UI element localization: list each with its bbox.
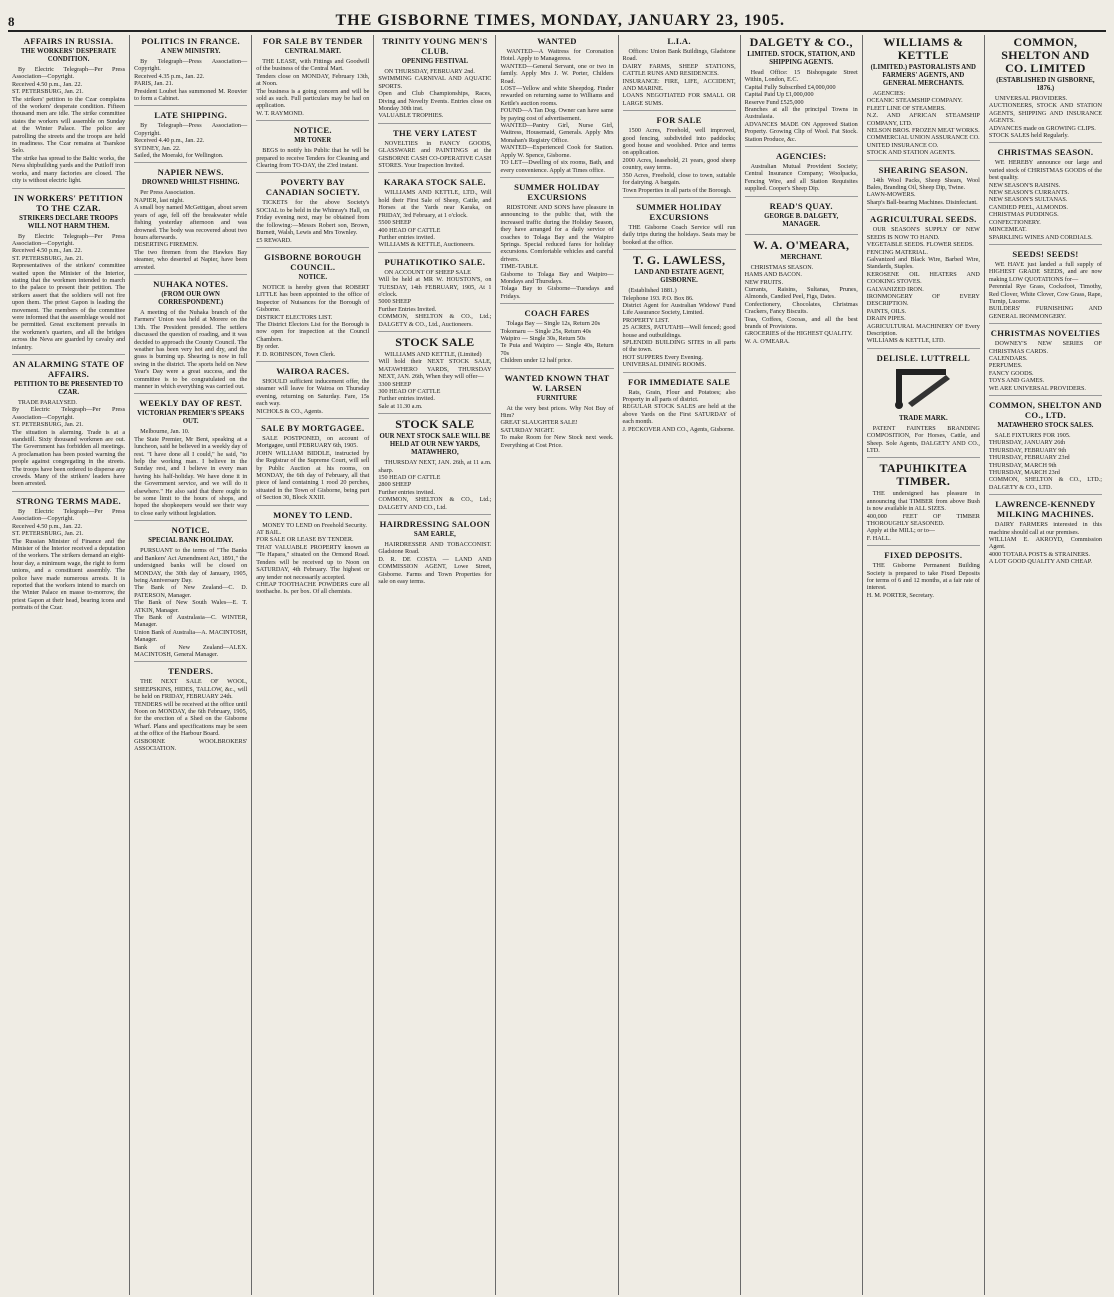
article-body: 1500 Acres, Freehold, well improved, good fencing, subdivided into paddocks; good house and woolshed. Price and terms on application. 2000 Acres, leasehold, 21 years, good sheep country, easy terms. 350 Acres, Freehold, close to town, suitable for dairying. A bargain. Town Properties in all parts of the Borough.: [622, 127, 736, 194]
article-body: TRADE PARALYSED. By Electric Telegraph—Per Press Association—Copyright. ST. PETERSBURG, Jan. 21. The situation is alarming. Trade is at a standstill. Sixty thousand workmen are out. The Government has forbidden all meetings. A proclamation has been posted warning the people against congregating in the streets. The troops have been ordered to disperse any crowds. Many of the strikers' leaders have been arrested.: [12, 399, 126, 488]
article-heading: AGENCIES:: [775, 151, 827, 162]
article-block: [134, 279, 247, 394]
article-body: THURSDAY NEXT, JAN. 26th, at 11 a.m. sharp. 150 HEAD OF CATTLE 2800 SHEEP Further entries invited. COMMON, SHELTON & CO., Ltd.; DALGETY AND CO., Ltd.: [378, 459, 492, 511]
article-heading: GISBORNE BOROUGH COUNCIL.: [264, 251, 362, 272]
article-body: RIDSTONE AND SONS have pleasure in announcing to the public that, with the increased traffic during the Holiday Season, they have arranged for a daily service of coaches to Tolaga Bay and the Waipiro Springs. Special reduced fares for holiday excursions. Comfortable vehicles and careful drivers. TIME-TABLE. Gisborne to Tolaga Bay and Waipiro—Mondays and Thursdays. Tolaga Bay to Gisborne—Tuesdays and Fridays.: [500, 203, 614, 300]
article-heading: PUHATIKOTIKO SALE.: [384, 256, 486, 267]
article-block: [134, 36, 247, 106]
article-heading: WANTED: [537, 36, 577, 46]
article-block: [745, 239, 858, 348]
article-body: WANTED—A Waitress for Coronation Hotel. Apply to Manageress. WANTED—General Servant, one or two in family. Apply Mrs J. W. Porter, Childers Road. LOST—Yellow and white Sheepdog. Finder rewarded on returning same to Williams and Kettle's auction rooms. FOUND—A Tan Dog. Owner can have same by paying cost of advertisement. WANTED—Pantry Girl, Nurse Girl, Waitress, Housemaid, Generals. Apply Mrs Monahan's Registry Office. WANTED—Experienced Cook for Station. Apply W. Spence, Gisborne. TO LET—Dwelling of six rooms, Bath, and every convenience. Apply at Times office.: [500, 48, 614, 174]
column-2: [130, 35, 252, 1295]
columns-container: [8, 35, 1106, 1295]
article-heading: READ'S QUAY.: [769, 200, 833, 211]
article-heading: HAIRDRESSING SALOON: [379, 519, 491, 530]
article-body: WE HAVE just landed a full supply of HIGHEST GRADE SEEDS, and are now making LOW QUOTATIONS for— Perennial Rye Grass, Cocksfoot, Timothy, Red Clover, White Clover, Cow Grass, Rape, Turnip, Lucerne. BUILDERS' FURNISHING AND GENERAL IRONMONGERY.: [988, 260, 1102, 320]
article-heading: KARAKA STOCK SALE.: [383, 177, 486, 188]
article-body: PATENT FAINTERS BRANDING COMPOSITION, For Horses, Cattle, and Sheep. Sole Agents, DALGETY AND CO., LTD.: [866, 424, 980, 454]
article-body: BEGS to notify his Public that he will be prepared to receive Tenders for Cleaning and Clearing from TO-DAY, the 23rd instant.: [256, 147, 370, 170]
article-block: [256, 36, 369, 121]
article-block: [256, 510, 369, 599]
article-heading: SUMMER HOLIDAY EXCURSIONS: [514, 181, 600, 202]
article-body: TICKETS for the above Society's SOCIAL to be held in the Whinray's Hall, on Friday evening next, may be obtained from the following:—Messrs Robert son, Brown, Burnett, Walsh, Lewis and Mrs Townley. £5 REWARD.: [256, 199, 370, 244]
article-heading: LATE SHIPPING.: [154, 110, 228, 121]
column-7: [741, 35, 863, 1295]
article-heading: WEEKLY DAY OF REST.: [139, 398, 243, 409]
article-subheading: SAM EARLE,: [413, 531, 456, 539]
article-body: By Electric Telegraph—Per Press Association—Copyright. Received 4.50 p.m., Jan. 22. ST. PETERSBURG, Jan. 21. The Russian Minister of Finance and the Minister of the Interior received a deputation of the workers. The strikers demand an eight-hour day, a minimum wage, the right to form unions, and a constituent assembly. The police have made numerous arrests. It is reported that the workers intend to march on the Winter Palace en masse to-morrow, the priest Gapon at their head, bearing icons and portraits of the Czar.: [12, 507, 126, 612]
article-body: THE Gisborne Permanent Building Society is prepared to take Fixed Deposits for terms of 6 and 12 months, at a fair rate of interest. H. M. PORTER, Secretary.: [866, 562, 980, 599]
article-block: [12, 359, 125, 492]
article-block: [623, 377, 736, 436]
article-block: [500, 36, 613, 178]
article-heading: COMMON, SHELTON AND CO., LTD.: [988, 400, 1102, 420]
article-body: THE undersigned has pleasure in announcing that TIMBER from above Bush is now available in ALL SIZES. 400,000 FEET OF TIMBER THOROUGHLY SEASONED. Apply at the MILL; or to— F. HALL.: [866, 490, 980, 542]
article-subheading: STRIKERS DECLARE TROOPS WILL NOT HARM THEM.: [19, 214, 118, 230]
article-block: [256, 423, 369, 506]
article-body: WILLIAMS AND KETTLE, (Limited) Will hold their NEXT STOCK SALE, MATAWHERO YARDS, THURSDAY NEXT, JAN. 26th, When they will offer— 3300 SHEEP 300 HEAD OF CATTLE Further entries invited. Sale at 11.30 a.m.: [378, 350, 492, 410]
article-heading: TENDERS.: [168, 666, 214, 677]
article-subheading: MR TONER: [294, 137, 332, 145]
article-subheading: (ESTABLISHED IN GISBORNE, 1876.): [996, 77, 1095, 92]
article-block: [989, 400, 1102, 495]
article-block: [134, 110, 247, 163]
article-subheading: FURNITURE: [536, 394, 578, 402]
article-block: [989, 249, 1102, 324]
article-body: 14th Wool Packs, Sheep Shears, Wool Bales, Branding Oil, Sheep Dip, Twine. LAWN-MOWERS. Sharp's Ball-bearing Machines. Disinfectant.: [866, 176, 980, 206]
article-block: [623, 202, 736, 250]
article-heading: TAPUHIKITEA TIMBER.: [879, 461, 968, 489]
article-heading: CHRISTMAS NOVELTIES: [990, 328, 1101, 339]
article-body: HAIRDRESSER AND TOBACCONIST. Gladstone Road. D. R. DE COSTA — LAND AND COMMISSION AGENT, Lowe Street, Gisborne. Farms and Town Properties for sale on easy terms.: [378, 541, 492, 586]
article-block: [500, 373, 613, 452]
article-body: By Telegraph—Press Association—Copyright. Received 4.35 p.m., Jan. 22. PARIS, Jan. 21. President Loubet has summoned M. Rouvier to form a Cabinet.: [134, 58, 248, 103]
article-heading: NAPIER NEWS.: [157, 167, 224, 178]
article-body: A meeting of the Nuhaka branch of the Farmers' Union was held at Morere on the 13th. The President presided. The settlers discussed the question of roading, and it was decided to approach the County Council. The weather has been very hot and dry, and the grass is burning up. Shearing is now in full swing in the district. The sports held on New Year's Day were a great success, and the committee is to be congratulated on the manner in which everything was carried out.: [134, 308, 248, 390]
article-heading: NOTICE.: [293, 125, 332, 136]
article-subheading: OPENING FESTIVAL: [401, 58, 469, 65]
column-6: [619, 35, 741, 1295]
article-subheading: MATAWHERO STOCK SALES.: [997, 422, 1094, 429]
article-subheading: LIMITED. STOCK, STATION, AND SHIPPING AGENTS.: [747, 51, 856, 66]
column-8: [863, 35, 985, 1295]
article-body: By Telegraph—Press Association—Copyright. Received 4.40 p.m., Jan. 22. SYDNEY, Jan. 22. Sailed, the Moeraki, for Wellington.: [134, 122, 248, 160]
article-block: [256, 366, 369, 419]
column-5: [496, 35, 618, 1295]
article-body: Head Office: 15 Bishopsgate Street Within, London, E.C. Capital Fully Subscribed £4,000,000 Capital Paid Up £1,000,000 Reserve Fund £525,000 Branches at all the principal Towns in Australasia. ADVANCES MADE ON Approved Station Property. Growing Clip of Wool. Fat Stock. Station Produce, &c.: [744, 69, 858, 143]
article-block: [867, 462, 980, 546]
article-heading: FOR IMMEDIATE SALE: [628, 376, 731, 387]
article-body: THE Gisborne Coach Service will run daily trips during the holidays. Seats may be booked at the office.: [622, 223, 736, 246]
article-block: [745, 201, 858, 235]
article-block: [378, 128, 491, 174]
article-heading: COMMON, SHELTON AND CO. LIMITED: [1001, 35, 1090, 75]
article-heading: STOCK SALE: [395, 417, 475, 432]
masthead: [8, 4, 1106, 32]
trade-mark-logo: [867, 365, 980, 411]
article-block: [378, 519, 491, 588]
article-block: [378, 36, 491, 124]
article-body: Per Press Association. NAPIER, last night. A small boy named McGettigan, about seven years of age, fell off the breakwater while fishing yesterday afternoon and was drowned. The body was recovered about two hours afterwards. DESERTING FIREMEN. The two firemen from the Hawkes Bay steamer, who deserted at Napier, have been arrested.: [134, 189, 248, 271]
article-body: DOWNEY'S NEW SERIES OF CHRISTMAS CARDS. CALENDARS. PERFUMES. FANCY GOODS. TOYS AND GAMES. WE ARE UNIVERSAL PROVIDERS.: [988, 340, 1102, 392]
article-body: MONEY TO LEND on Freehold Security. AT BAIL. FOR SALE OR LEASE BY TENDER. THAT VALUABLE PROPERTY known as "Te Hapara," situated on the Ormond Road. Tenders will be received up to Noon on SATURDAY, 4th February. The highest or any tender not necessarily accepted. CHEAP TOOTHACHE POWDERS cure all toothache. Is. per box. Of all chemists.: [256, 521, 370, 596]
article-heading: POVERTY BAY CANADIAN SOCIETY.: [265, 177, 360, 198]
article-subheading: OUR NEXT STOCK SALE WILL BE HELD AT OUR NEW YARDS, MATAWHERO,: [379, 433, 491, 457]
article-body: Offices: Union Bank Buildings, Gladstone Road. DAIRY FARMS, SHEEP STATIONS, CATTLE RUNS AND RESIDENCES. INSURANCE: FIRE, LIFE, ACCIDENT, AND MARINE. LOANS NEGOTIATED FOR SMALL OR LARGE SUMS.: [622, 48, 736, 107]
article-subheading: PETITION TO BE PRESENTED TO CZAR.: [14, 381, 124, 396]
article-heading: AN ALARMING STATE OF AFFAIRS.: [12, 359, 125, 379]
article-subheading: GEORGE B. DALGETY, MANAGER.: [764, 212, 839, 228]
article-block: [989, 499, 1102, 568]
article-heading: DELISLE. LUTTRELL: [876, 352, 971, 363]
article-subheading: MERCHANT.: [780, 253, 823, 261]
article-body: At the very best prices. Why Not Buy of Him? GREAT SLAUGHTER SALE! SATURDAY NIGHT. To make Room for New Stock next week. Everything at Cost Price.: [500, 404, 614, 449]
article-heading: L.I.A.: [667, 36, 691, 46]
article-block: [378, 418, 491, 515]
article-body: WILLIAMS AND KETTLE, LTD., Will hold their First Sale of Sheep, Cattle, and Horses at the Yards near Karaka, on FRIDAY, 3rd February, at 1 o'clock. 5500 SHEEP 400 HEAD OF CATTLE Further entries invited. WILLIAMS & KETTLE, Auctioneers.: [378, 189, 492, 249]
article-block: [134, 525, 247, 662]
article-body: Tolaga Bay — Single 12s, Return 20s Tokomaru — Single 25s, Return 40s Waipiro — Single 30s, Return 50s Te Puia and Waipiro — Single 40s, Return 70s Children under 12 half price.: [500, 320, 614, 365]
article-block: [867, 165, 980, 211]
article-subheading: VICTORIAN PREMIER'S SPEAKS OUT.: [137, 410, 245, 426]
column-9: [985, 35, 1106, 1295]
article-body: NOTICE is hereby given that ROBERT LITTLE has been appointed to the office of Inspector of Nuisances for the Borough of Gisborne. DISTRICT ELECTORS LIST. The District Electors List for the Borough is now open for inspection at the Council Chambers. By order. F. D. ROBINSON, Town Clerk.: [256, 283, 370, 358]
article-heading: TRINITY YOUNG MEN'S CLUB.: [382, 36, 488, 56]
article-body: PURSUANT to the terms of "The Banks and Bankers' Act Amendment Act, 1891," the undersigned banks will be closed on MONDAY, the 30th day of January, 1905, being Anniversary Day. The Bank of New Zealand—C. D. PATERSON, Manager. The Bank of New South Wales—E. T. ATKIN, Manager. The Bank of Australasia—C. WINTER, Manager. Union Bank of Australia—A. MACINTOSH, Manager. Bank of New Zealand—ALEX. MACINTOSH, General Manager.: [134, 547, 248, 658]
article-block: [500, 182, 613, 304]
article-subheading: TRADE MARK.: [898, 414, 948, 422]
newspaper-title: THE GISBORNE TIMES, MONDAY, JANUARY 23, 1905.: [335, 12, 786, 29]
article-body: ON THURSDAY, FEBRUARY 2nd. SWIMMING CARNIVAL AND AQUATIC SPORTS. Open and Club Championships, Races, Diving and Novelty Events. Entries close on Monday 30th inst. VALUABLE TROPHIES.: [378, 68, 492, 120]
column-3: [252, 35, 374, 1295]
article-heading: FIXED DEPOSITS.: [884, 550, 963, 561]
article-subheading: (FROM OUR OWN CORRESPONDENT.): [158, 290, 224, 306]
article-block: [256, 252, 369, 362]
article-heading: IN WORKERS' PETITION TO THE CZAR.: [14, 192, 124, 213]
article-heading: FOR SALE: [656, 115, 702, 126]
article-block: [134, 666, 247, 755]
article-heading: CHRISTMAS SEASON.: [997, 147, 1094, 158]
article-body: SALE POSTPONED, on account of Mortgagee, until FEBRUARY 6th, 1905. JOHN WILLIAM BIDDLE, instructed by the Registrar of the Supreme Court, will sell by Public Auction at his rooms, on MONDAY, the 6th day of February, all that piece of land containing 1 rood 20 perches, situated in the Town of Gisborne, being part of Section 30, Block XXIII.: [256, 435, 370, 502]
article-block: [378, 177, 491, 252]
article-body: WE HEREBY announce our large and varied stock of CHRISTMAS GOODS of the best quality. NEW SEASON'S RAISINS. NEW SEASON'S CURRANTS. NEW SEASON'S SULTANAS. CANDIED PEEL, ALMONDS. CHRISTMAS PUDDINGS. CONFECTIONERY. MINCEMEAT. SPARKLING WINES AND CORDIALS.: [988, 159, 1102, 241]
article-heading: SHEARING SEASON.: [878, 164, 968, 175]
article-block: [500, 308, 613, 368]
page-number: 8: [8, 14, 15, 29]
column-4: [374, 35, 496, 1295]
article-block: [989, 328, 1102, 396]
article-body: THE NEXT SALE OF WOOL, SHEEPSKINS, HIDES, TALLOW, &c., will be held on FRIDAY, FEBRUARY 24th. TENDERS will be received at the office until Noon on MONDAY, the 6th February, 1905, for the erection of a Shed on the Gisborne Wharf. Plans and specifications may be seen at the office of the Harbour Board. GISBORNE WOOLBROKERS' ASSOCIATION.: [134, 678, 248, 753]
article-body: AGENCIES: OCEANIC STEAMSHIP COMPANY. FLEET LINE OF STEAMERS. N.Z. AND AFRICAN STEAMSHIP COMPANY, LTD. NELSON BROS. FROZEN MEAT WORKS. COMMERCIAL UNION ASSURANCE CO. UNITED INSURANCE CO. STOCK AND STATION AGENTS.: [866, 90, 980, 157]
article-heading: COACH FARES: [524, 308, 590, 319]
article-block: [256, 125, 369, 173]
article-block: [745, 151, 858, 197]
article-subheading: THE WORKERS' DESPERATE CONDITION.: [20, 48, 117, 63]
article-heading: SUMMER HOLIDAY EXCURSIONS: [636, 201, 722, 222]
article-body: Melbourne, Jan. 10. The State Premier, Mr Bent, speaking at a luncheon, said he believed in a weekly day of rest. "I have done all I could," he said, "to help the working man. I believe in the Sunday rest, and I believe in every man having his half-holiday. We have done it in the Government service, and we will do it elsewhere." He also said that there ought to be some limit to the hours of shops, and hoped the shopkeepers would see their way to close early without legislation.: [134, 428, 248, 517]
article-heading: SALE BY MORTGAGEE.: [261, 423, 365, 433]
article-block: [623, 254, 736, 372]
article-heading: WILLIAMS & KETTLE: [883, 35, 964, 62]
article-subheading: CENTRAL MART.: [284, 48, 341, 55]
article-heading: W. A. O'MEARA,: [753, 237, 850, 252]
article-body: SHOULD sufficient inducement offer, the steamer will leave for Wairoa on Thursday evening, returning on Saturday. Fare, 15s each way. NICHOLS & CO., Agents.: [256, 377, 370, 415]
article-block: [867, 550, 980, 602]
article-block: [134, 167, 247, 274]
article-subheading: A NEW MINISTRY.: [160, 48, 221, 55]
article-body: ON ACCOUNT OF SHEEP SALE Will be held at MR W. HOUSTON'S, on TUESDAY, 14th FEBRUARY, 1905, At 1 o'clock. 5000 SHEEP Further Entries Invited. COMMON, SHELTON & CO., Ltd.; DALGETY & CO., Ltd., Auctioneers.: [378, 268, 492, 328]
article-body: SALE FIXTURES FOR 1905. THURSDAY, JANUARY 26th THURSDAY, FEBRUARY 9th THURSDAY, FEBRUARY 23rd THURSDAY, MARCH 9th THURSDAY, MARCH 23rd COMMON, SHELTON & CO., LTD.; DALGETY & CO., LTD.: [988, 432, 1102, 491]
article-body: By Electric Telegraph—Per Press Association—Copyright. Received 4.50 p.m., Jan. 22. ST. PETERSBURG, Jan. 21. The strikers' petition to the Czar complains of the workers' desperate condition. Fifteen thousand men are idle. The strike committee states the workers will assemble on Sunday at the Winter Palace. The police are patrolling the streets and the troops are held in readiness. The Czar remains at Tsarskoe Selo. The strike has spread to the Baltic works, the Neva shipbuilding yards and the Putiloff iron works, and many factories are closed. The city is without electric light.: [12, 66, 126, 185]
article-block: [12, 193, 125, 356]
article-heading: NUHAKA NOTES.: [153, 278, 229, 289]
article-body: NOVELTIES in FANCY GOODS, GLASSWARE and PAINTINGS at the GISBORNE CASH CO-OPERATIVE CASH STORES. Your Inspection Invited.: [378, 139, 492, 170]
article-body: (Established 1881.) Telephone 193. P.O. Box 86. District Agent for Australian Widows' Fund Life Assurance Society, Limited. PROPERTY LIST. 25 ACRES, PATUTAHI—Well fenced; good house and outbuildings. SPLENDID BUILDING SITES in all parts of the town. HOT SUPPERS Every Evening. UNIVERSAL DINING ROOMS.: [622, 287, 736, 369]
article-block: [378, 336, 491, 414]
article-heading: AGRICULTURAL SEEDS.: [870, 214, 977, 225]
article-body: CHRISTMAS SEASON. HAMS AND BACON. NEW FRUITS. Currants, Raisins, Sultanas, Prunes, Almonds, Candied Peel, Figs, Dates. Confectionery, Chocolates, Christmas Crackers, Fancy Biscuits. Teas, Coffees, Cocoas, and all the best brands of Provisions. GROCERIES of the HIGHEST QUALITY. W. A. O'MEARA.: [744, 263, 858, 345]
article-body: UNIVERSAL PROVIDERS. AUCTIONEERS, STOCK AND STATION AGENTS, SHIPPING AND INSURANCE AGENTS. ADVANCES made on GROWING CLIPS. STOCK SALES held Regularly.: [988, 95, 1102, 140]
article-block: [867, 36, 980, 161]
article-heading: AFFAIRS IN RUSSIA.: [23, 36, 114, 46]
article-heading: WAIROA RACES.: [276, 365, 350, 376]
article-block: [134, 398, 247, 521]
article-heading: T. G. LAWLESS,: [632, 253, 726, 268]
article-body: By Electric Telegraph—Per Press Association—Copyright. Received 4.50 p.m., Jan. 22. ST. PETERSBURG, Jan. 21. Representatives of the strikers' committee waited upon the Minister of the Interior, stating that the workmen intended to march to the palace to present their petition. The strikers assert that the soldiers will not fire upon them. The priest Gapon is leading the movement. The members of the committee were informed that the assemblage would not be permitted. Great excitement prevails in the workmen's quarters, and all the bridges across the Neva are guarded by cavalry and infantry.: [12, 232, 126, 351]
article-heading: STRONG TERMS MADE.: [16, 495, 121, 506]
article-block: [256, 177, 369, 247]
article-heading: SEEDS! SEEDS!: [1012, 248, 1079, 259]
article-heading: LAWRENCE-KENNEDY MILKING MACHINES.: [995, 499, 1096, 520]
article-heading: WANTED KNOWN THAT W. LARSEN: [504, 372, 610, 393]
article-heading: STOCK SALE: [395, 334, 475, 349]
article-block: [12, 496, 125, 615]
branding-iron-icon: [888, 365, 958, 411]
article-subheading: LAND AND ESTATE AGENT, GISBORNE.: [634, 269, 724, 285]
article-subheading: DROWNED WHILST FISHING.: [141, 179, 240, 187]
article-body: Rats, Grain, Flour and Potatoes; also Property in all parts of district. REGULAR STOCK SALES are held at the above Yards on the First SATURDAY of each month. J. PECKOVER AND CO., Agents, Gisborne.: [622, 388, 736, 433]
article-block: [378, 257, 491, 332]
article-heading: THE VERY LATEST: [392, 127, 477, 138]
article-block: [745, 36, 858, 147]
article-body: Australian Mutual Provident Society; Central Insurance Company; Woolpacks, Fencing Wire, and all Station Requisites supplied. Cooper's Sheep Dip.: [744, 163, 858, 193]
article-subheading: SPECIAL BANK HOLIDAY.: [148, 537, 234, 545]
article-block: [623, 115, 736, 198]
column-1: [8, 35, 130, 1295]
article-block: [989, 147, 1102, 244]
article-body: DAIRY FARMERS interested in this machine should call at our premises. WILLIAM E. AKROYD, Commission Agent. 4000 TOTARA POSTS & STRAINERS. A LOT GOOD QUALITY AND CHEAP.: [988, 521, 1102, 566]
article-block: [12, 36, 125, 189]
article-heading: NOTICE.: [171, 525, 210, 536]
article-body: THE LEASE, with Fittings and Goodwill of the business of the Central Mart. Tenders close on MONDAY, February 13th, at Noon. The business is a going concern and will be sold as such. Full particulars may be had on application. W. T. RAYMOND.: [256, 58, 370, 117]
article-block: [867, 353, 980, 459]
article-subheading: (LIMITED.) PASTORALISTS AND FARMERS' AGENTS, AND GENERAL MERCHANTS.: [870, 64, 976, 87]
article-block: [623, 36, 736, 111]
article-block: [867, 214, 980, 349]
article-subheading: NOTICE.: [298, 273, 328, 281]
article-block: [989, 36, 1102, 143]
article-body: OUR SEASON'S SUPPLY OF NEW SEEDS IS NOW TO HAND. VEGETABLE SEEDS. FLOWER SEEDS. FENCING MATERIAL. Galvanized and Black Wire, Barbed Wire, Standards, Staples. KEROSENE OIL HEATERS AND COOKING STOVES. GALVANIZED IRON. IRONMONGERY OF EVERY DESCRIPTION. PAINTS, OILS. DRAIN PIPES. AGRICULTURAL MACHINERY OF Every Description. WILLIAMS & KETTLE, LTD.: [866, 226, 980, 345]
article-heading: POLITICS IN FRANCE.: [141, 36, 240, 46]
article-heading: DALGETY & CO.,: [749, 35, 853, 49]
article-heading: MONEY TO LEND.: [273, 509, 353, 520]
article-heading: FOR SALE BY TENDER: [262, 36, 363, 46]
